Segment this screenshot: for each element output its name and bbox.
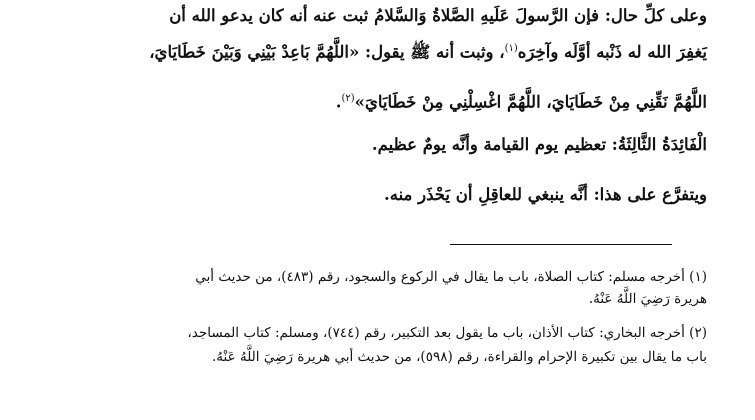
line1-text: وعلى كلِّ حال: فإن الرَّسولَ عَلَيهِ الصَّلاةُ وَالسَّلامُ ثبت عنه أنه كان يدعو الله أن [169,6,707,25]
line2-text-b: ، وثبت أنه ﷺ يقول: «اللَّهُمَّ بَاعِدْ بَيْنِي وَبَيْنَ خَطَايَايَ، [149,42,505,62]
footnote-ref-2[interactable]: (٢) [341,93,355,104]
benefit-text: تعظيم يوم القيامة وأنَّه يومٌ عظيم. [371,135,612,154]
paragraph-line-1 [37,1,707,31]
paragraph-line-2 [37,34,707,68]
footnote-2-line-2: باب ما يقال بين تكبيرة الإحرام والقراءة، رقم (٥٩٨)، من حديث أبي هريرة رَضِيَ اللَّهُ عَنْهُ. [212,349,707,365]
paragraph-line-3 [37,84,707,118]
paragraph-line-5 [37,180,707,210]
line3-end: . [335,92,342,112]
line3-text: اللَّهُمَّ نَقِّنِي مِنْ خَطَايَايَ، اللَّهُمَّ اغْسِلْنِي مِنْ خَطَايَايَ» [354,92,707,112]
paragraph-line-4 [37,130,707,160]
benefit-heading: الْفَائِدَةُ الثَّالِثَةُ: [611,135,707,154]
footnote-2-line-1: (٢) أخرجه البخاري: كتاب الأذان، باب ما يقول بعد التكبير، رقم (٧٤٤)، ومسلم: كتاب المساجد، [187,325,707,341]
footnote-ref-1[interactable]: (١) [504,43,518,54]
footnote-1-line-2: هريرة رَضِيَ اللَّهُ عَنْهُ. [588,291,707,307]
footnote-1-line-1: (١) أخرجه مسلم: كتاب الصلاة، باب ما يقال في الركوع والسجود، رقم (٤٨٣)، من حديث أبي [195,269,707,285]
footnote-divider [450,244,672,245]
branch-heading: ويتفرَّع على هذا: [593,185,707,204]
branch-text: أنَّه ينبغي للعاقِلِ أن يَحْذَر منه. [383,185,594,204]
line2-text-a: يَغفِرَ الله له ذَنْبه أوَّلَه وآخِرَه [517,42,707,62]
